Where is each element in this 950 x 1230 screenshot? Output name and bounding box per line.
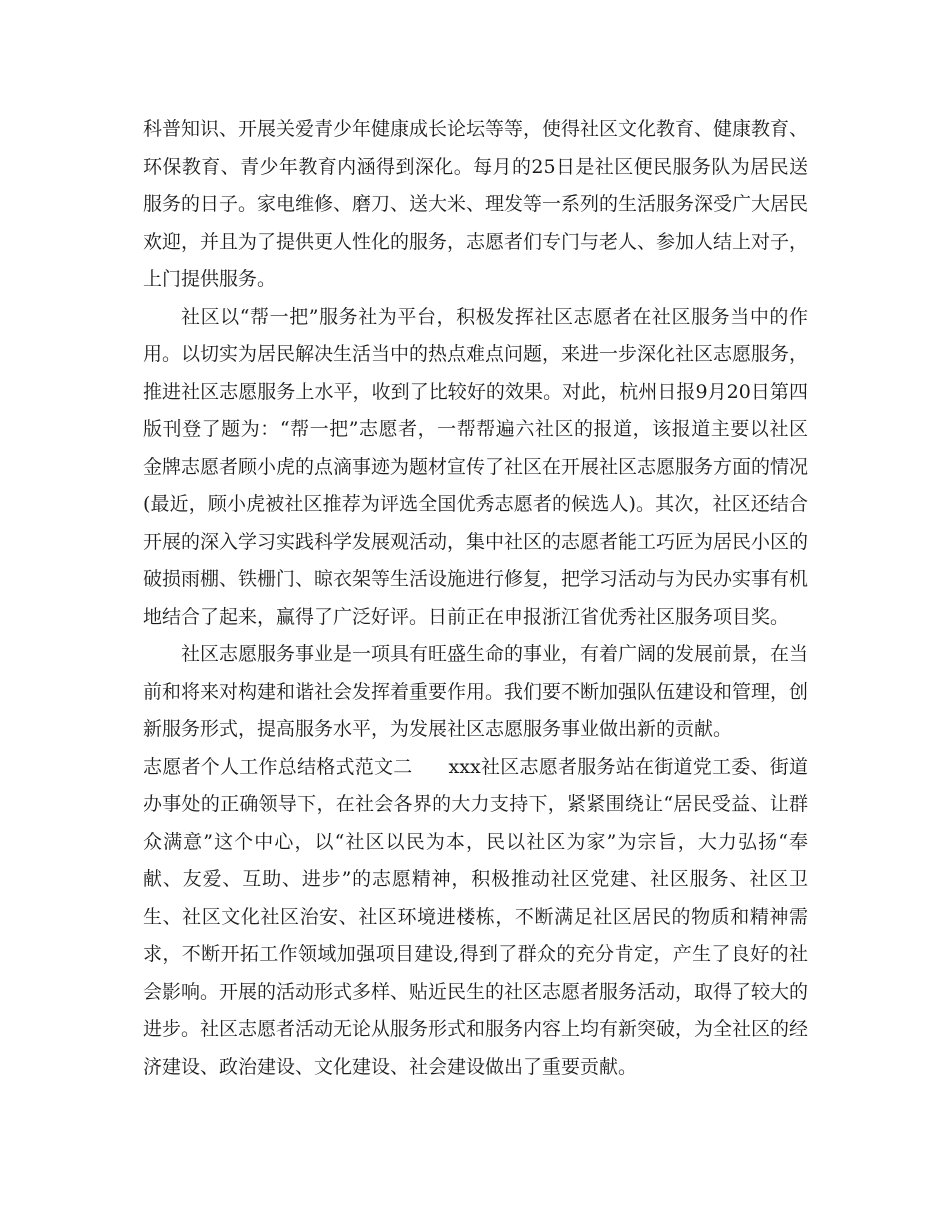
paragraph-3: 社区志愿服务事业是一项具有旺盛生命的事业，有着广阔的发展前景，在当前和将来对构建和谐社会发挥着重要作用。我们要不断加强队伍建设和管理，创新服务形式，提高服务水平，为发展社区志愿服务事业做出新的贡献。 bbox=[143, 643, 809, 740]
paragraph-4 bbox=[143, 749, 808, 1087]
section-heading: 志愿者个人工作总结格式范文二 bbox=[143, 755, 413, 778]
document-body bbox=[143, 111, 808, 1086]
paragraph-1: 科普知识、开展关爱青少年健康成长论坛等等，使得社区文化教育、健康教育、环保教育、青少年教育内涵得到深化。每月的25日是社区便民服务队为居民送服务的日子。家电维修、磨刀、送大米、理发等一系列的生活服务深受广大居民欢迎，并且为了提供更人性化的服务，志愿者们专门与老人、参加人结上对子，上门提供服务。 bbox=[143, 118, 809, 290]
paragraph-2: 社区以“帮一把”服务社为平台，积极发挥社区志愿者在社区服务当中的作用。以切实为居民解决生活当中的热点难点问题，来进一步深化社区志愿服务，推进社区志愿服务上水平，收到了比较好的效果。对此，杭州日报9月20日第四版刊登了题为：“帮一把”志愿者，一帮帮遍六社区的报道，该报道主要以社区金牌志愿者顾小虎的点滴事迹为题材宣传了社区在开展社区志愿服务方面的情况(最近，顾小虎被社区推荐为评选全国优秀志愿者的候选人)。其次，社区还结合开展的深入学习实践科学发展观活动，集中社区的志愿者能工巧匠为居民小区的破损雨棚、铁栅门、晾衣架等生活设施进行修复，把学习活动与为民办实事有机地结合了起来，赢得了广泛好评。日前正在申报浙江省优秀社区服务项目奖。 bbox=[143, 305, 809, 628]
paragraph-4-text: xxx社区志愿者服务站在街道党工委、街道办事处的正确领导下，在社会各界的大力支持下，紧紧围绕让“居民受益、让群众满意”这个中心，以“社区以民为本，民以社区为家”为宗旨，大力弘扬“奉献、友爱、互助、进步”的志愿精神，积极推动社区党建、社区服务、社区卫生、社区文化社区治安、社区环境进楼栋，不断满足社区居民的物质和精神需求，不断开拓工作领域加强项目建设,得到了群众的充分肯定，产生了良好的社会影响。开展的活动形式多样、贴近民生的社区志愿者服务活动，取得了较大的进步。社区志愿者活动无论从服务形式和服务内容上均有新突破，为全社区的经济建设、政治建设、文化建设、社会建设做出了重要贡献。 bbox=[143, 755, 809, 1078]
